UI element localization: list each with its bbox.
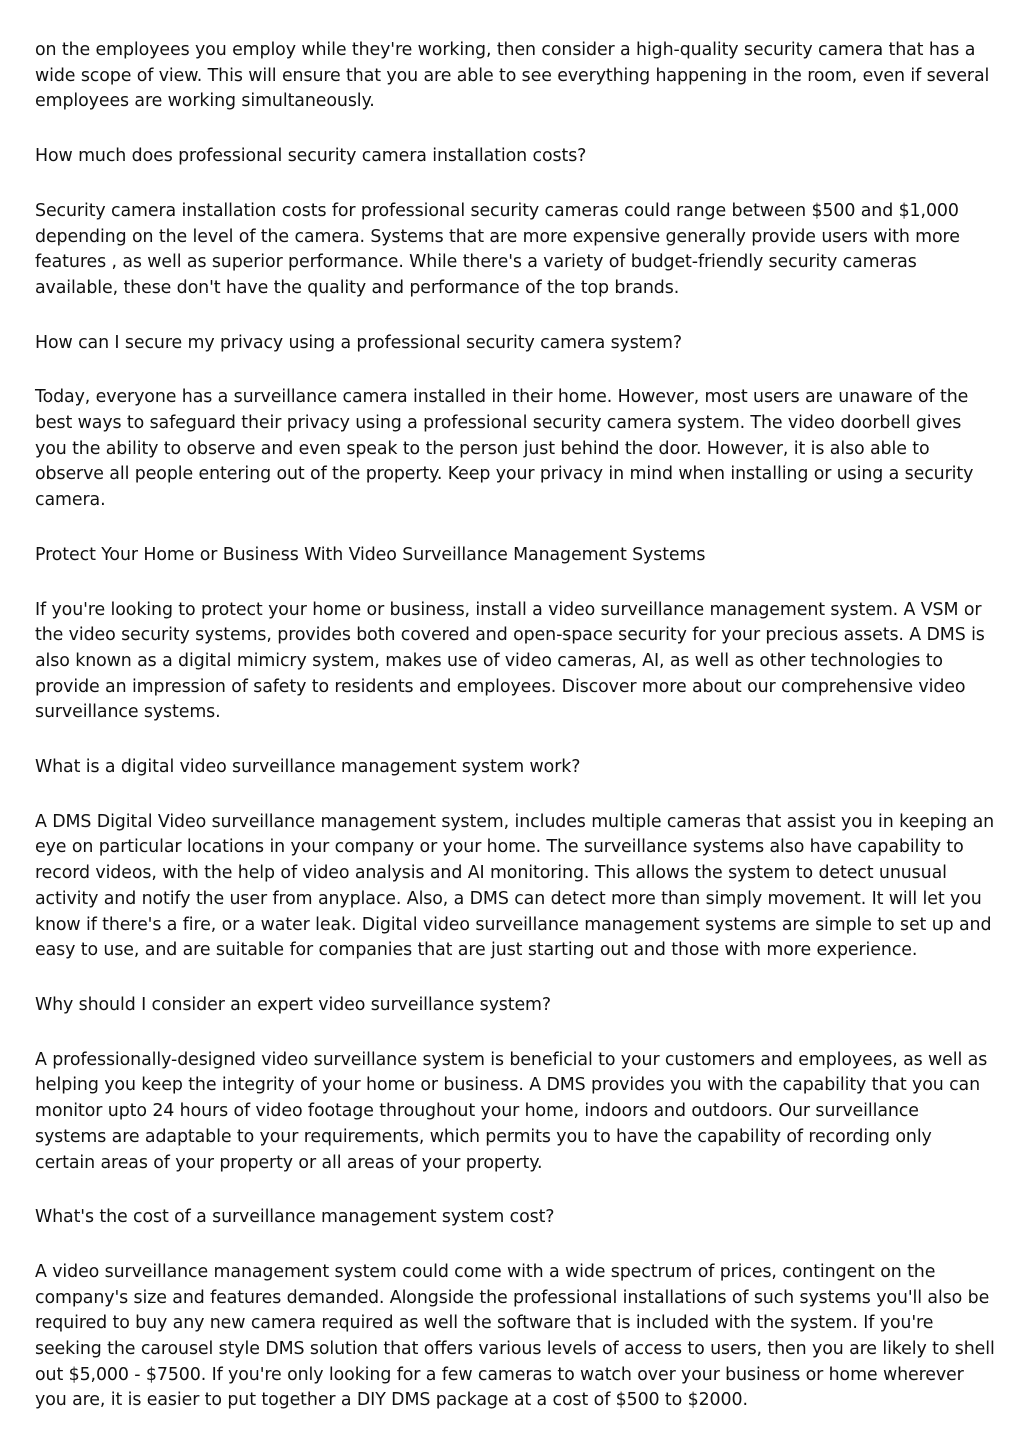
- heading-system-cost: What's the cost of a surveillance management system cost?: [35, 1207, 555, 1228]
- heading-secure-privacy: How can I secure my privacy using a professional security camera system?: [35, 332, 682, 353]
- paragraph-installation-costs: Security camera installation costs for professional security cameras could range between $500 and $1,000 depending on the level of the camera. Systems that are more expensive generally provide users with more features , as well as superior performance. While there's a variety of budget-friendly security cameras available, these don't have the quality and performance of the top brands.: [35, 200, 960, 298]
- document-page: [35, 38, 995, 1443]
- heading-protect-home-business: Protect Your Home or Business With Video Surveillance Management Systems: [35, 544, 706, 565]
- heading-installation-costs: How much does professional security camera installation costs?: [35, 146, 587, 167]
- paragraph-expert-system: A professionally-designed video surveillance system is beneficial to your customers and employees, as well as helping you keep the integrity of your home or business. A DMS provides you with the capability that you can monitor upto 24 hours of video footage throughout your home, indoors and outdoors. Our surveillance systems are adaptable to your requirements, which permits you to have the capability of recording only certain areas of your property or all areas of your property.: [35, 1049, 988, 1173]
- paragraph-intro-continuation: on the employees you employ while they're working, then consider a high-quality security camera that has a wide scope of view. This will ensure that you are able to see everything happening in the room, even if several employees are working simultaneously.: [35, 40, 990, 112]
- heading-expert-system: Why should I consider an expert video surveillance system?: [35, 994, 552, 1015]
- heading-dms-work: What is a digital video surveillance management system work?: [35, 757, 581, 778]
- paragraph-dms-work: A DMS Digital Video surveillance management system, includes multiple cameras that assist you in keeping an eye on particular locations in your company or your home. The surveillance systems also have capability to record videos, with the help of video analysis and AI monitoring. This allows the system to detect unusual activity and notify the user from anyplace. Also, a DMS can detect more than simply movement. It will let you know if there's a fire, or a water leak. Digital video surveillance management systems are simple to set up and easy to use, and are suitable for companies that are just starting out and those with more experience.: [35, 811, 995, 961]
- paragraph-secure-privacy: Today, everyone has a surveillance camera installed in their home. However, most users are unaware of the best ways to safeguard their privacy using a professional security camera system. The video doorbell gives you the ability to observe and even speak to the person just behind the door. However, it is also able to observe all people entering out of the property. Keep your privacy in mind when installing or using a security camera.: [35, 387, 974, 511]
- paragraph-system-cost: A video surveillance management system could come with a wide spectrum of prices, contingent on the company's size and features demanded. Alongside the professional installations of such systems you'll also be required to buy any new camera required as well the software that is included with the system. If you're seeking the carousel style DMS solution that offers various levels of access to users, then you are likely to shell out $5,000 - $7500. If you're only looking for a few cameras to watch over your business or home wherever you are, it is easier to put together a DIY DMS package at a cost of $500 to $2000.: [35, 1261, 995, 1411]
- paragraph-protect-home-business: If you're looking to protect your home or business, install a video surveillance management system. A VSM or the video security systems, provides both covered and open-space security for your precious assets. A DMS is also known as a digital mimicry system, makes use of video cameras, AI, as well as other technologies to provide an impression of safety to residents and employees. Discover more about our comprehensive video surveillance systems.: [35, 599, 985, 723]
